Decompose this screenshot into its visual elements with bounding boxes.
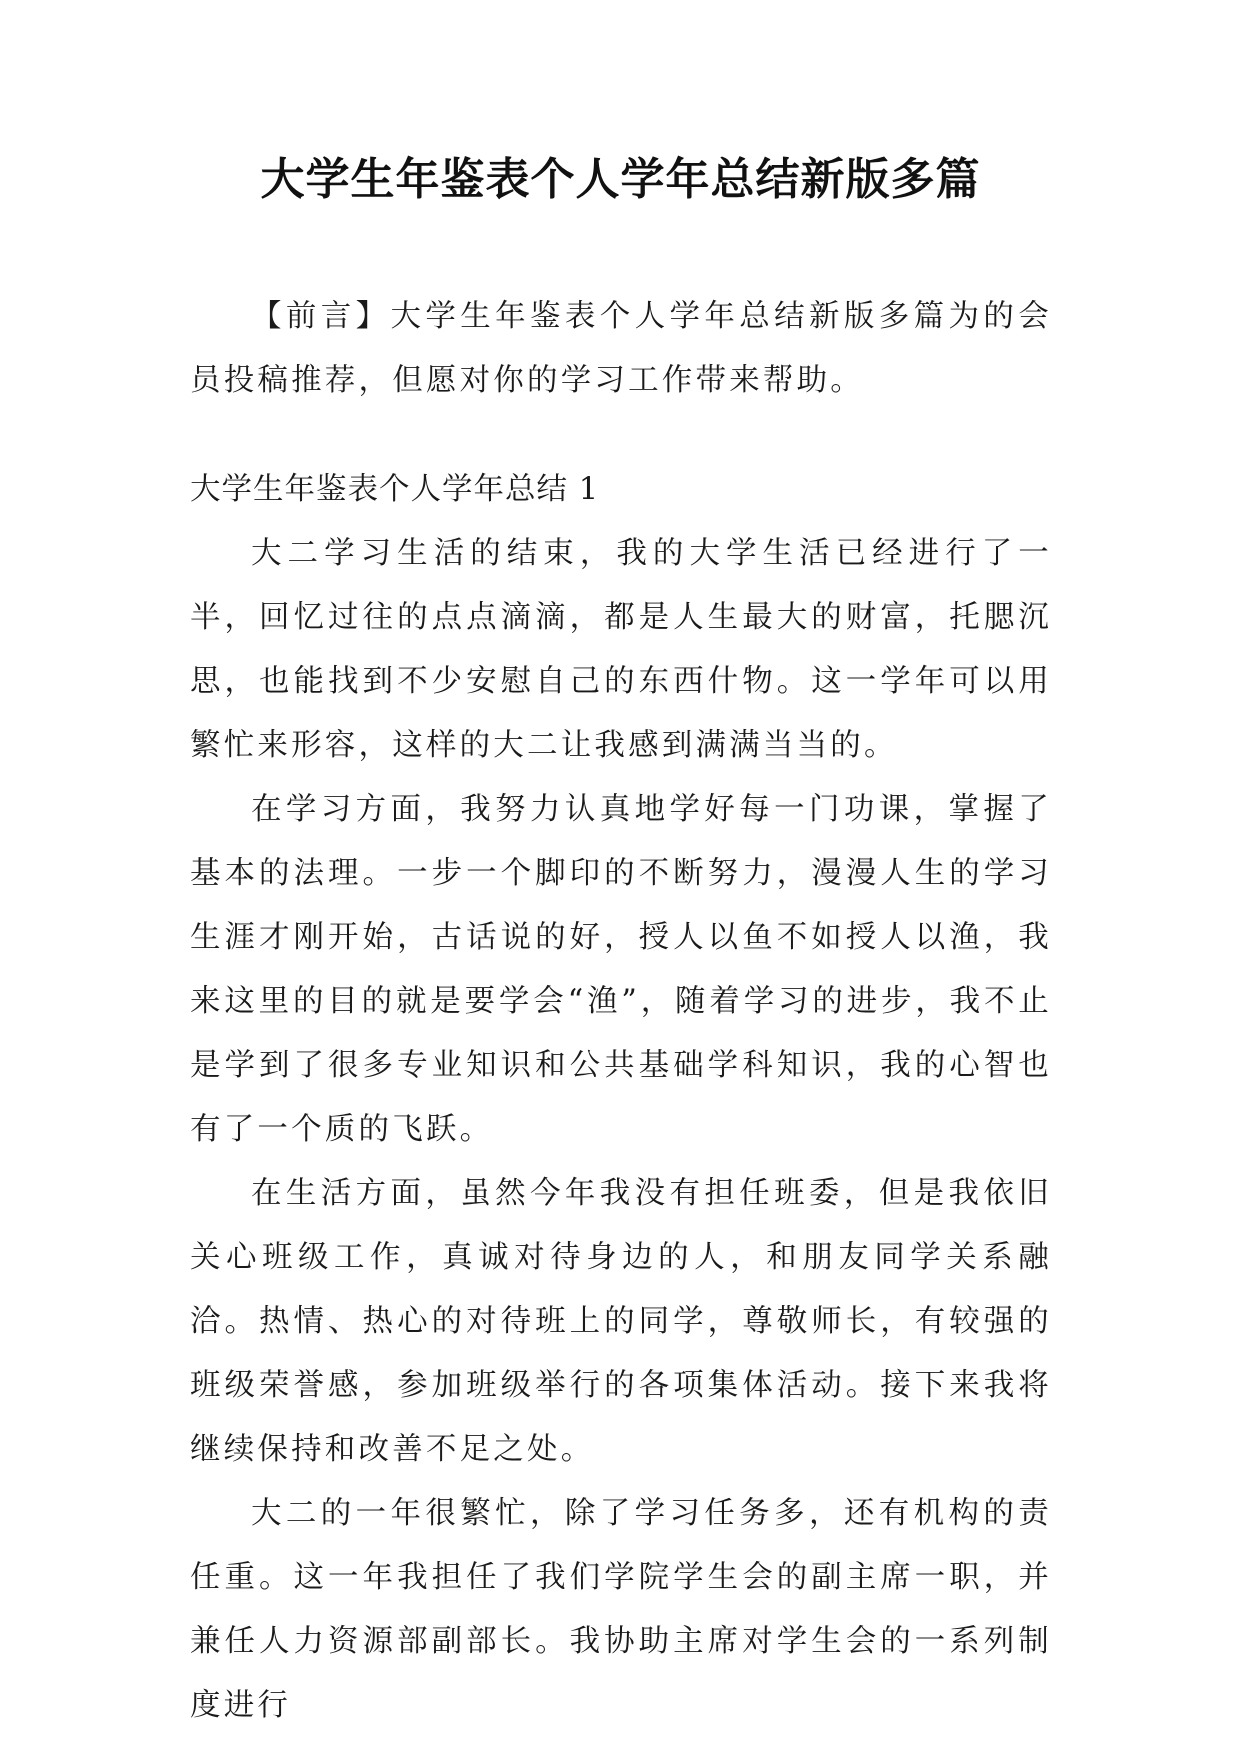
preface-block xyxy=(190,285,1052,413)
body-paragraph: 在生活方面，虽然今年我没有担任班委，但是我依旧关心班级工作，真诚对待身边的人，和朋友同学关系融洽。热情、热心的对待班上的同学，尊敬师长，有较强的班级荣誉感，参加班级举行的各项集体活动。接下来我将继续保持和改善不足之处。 xyxy=(190,1176,1052,1467)
section-heading: 大学生年鉴表个人学年总结 1 xyxy=(190,472,600,507)
body-paragraph: 大二的一年很繁忙，除了学习任务多，还有机构的责任重。这一年我担任了我们学院学生会的副主席一职，并兼任人力资源部副部长。我协助主席对学生会的一系列制度进行 xyxy=(190,1496,1052,1723)
section-1 xyxy=(190,458,1052,1738)
body-paragraph: 在学习方面，我努力认真地学好每一门功课，掌握了基本的法理。一步一个脚印的不断努力，漫漫人生的学习生涯才刚开始，古话说的好，授人以鱼不如授人以渔，我来这里的目的就是要学会“渔”，随着学习的进步，我不止是学到了很多专业知识和公共基础学科知识，我的心智也有了一个质的飞跃。 xyxy=(190,792,1052,1147)
body-paragraph: 大二学习生活的结束，我的大学生活已经进行了一半，回忆过往的点点滴滴，都是人生最大的财富，托腮沉思，也能找到不少安慰自己的东西什物。这一学年可以用繁忙来形容，这样的大二让我感到满满当当的。 xyxy=(190,536,1052,763)
document-title: 大学生年鉴表个人学年总结新版多篇 xyxy=(260,154,981,205)
preface-paragraph: 【前言】大学生年鉴表个人学年总结新版多篇为的会员投稿推荐，但愿对你的学习工作带来帮助。 xyxy=(190,299,1052,398)
